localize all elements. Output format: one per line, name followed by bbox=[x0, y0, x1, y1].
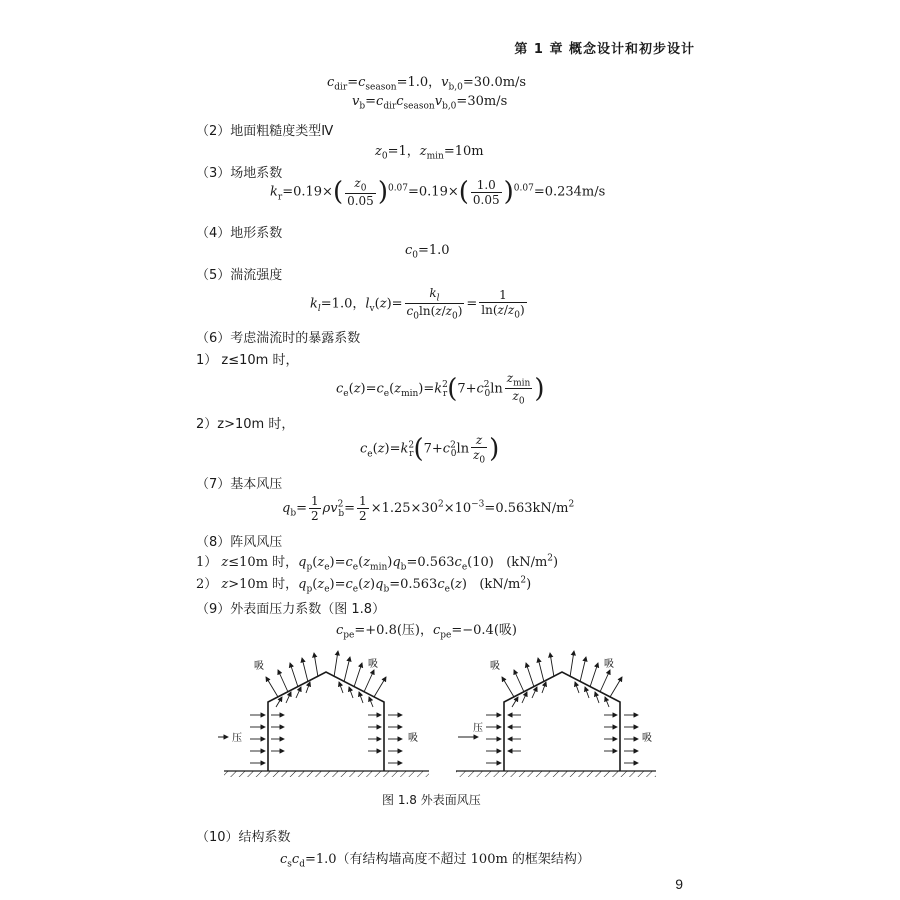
section-label: （8）阵风风压 bbox=[196, 535, 283, 550]
equation-turbulence: $k_l=1.0$，$l_v(z)=$ $\frac{k_l}{c_0\ln(z/z_0)}$ = $\frac{1}{\ln(z/z_0)}$ bbox=[310, 286, 525, 322]
label-suction: 吸 bbox=[254, 661, 264, 672]
equation-cdir: $c_{dir}=c_{season}=1.0$，$v_{b,0}=30.0m/s$ bbox=[327, 75, 527, 93]
label-suction: 吸 bbox=[642, 733, 652, 744]
equation-ce-1: $c_e(z)=c_e(z_{min})=k^2_r(7+c^2_0\ln$ $\frac{z_{min}}{z_0}$ ) bbox=[336, 371, 545, 407]
case-label: 1） z≤10m 时， bbox=[196, 353, 299, 368]
equation-cpe: $c_{pe}=+0.8$(压)，$c_{pe}=-0.4$(吸) bbox=[336, 623, 517, 641]
section-label: （10）结构系数 bbox=[196, 830, 291, 845]
equation-kr: $k_r=0.19\times$( $\frac{z_0}{0.05}$ )$^{0.07}$=0.19×( $\frac{1.0}{0.05}$ )$^{0.07}$=0.234m/s bbox=[270, 176, 606, 209]
building-right bbox=[456, 651, 656, 777]
section-label: （6）考虑湍流时的暴露系数 bbox=[196, 331, 361, 346]
label-suction: 吸 bbox=[490, 661, 500, 672]
section-label: （9）外表面压力系数（图 1.8） bbox=[196, 602, 386, 617]
section-label: （5）湍流强度 bbox=[196, 268, 283, 283]
page-number: 9 bbox=[675, 876, 683, 892]
equation-ce-2: $c_e(z)=k^2_r(7+c^2_0\ln$ $\frac{z}{z_0}$ ) bbox=[360, 433, 500, 466]
running-head: 第 1 章 概念设计和初步设计 bbox=[514, 42, 695, 57]
section-label: （3）场地系数 bbox=[196, 166, 283, 181]
building-left bbox=[218, 651, 429, 777]
equation-z0: $z_0=1$，$z_{min}=10m$ bbox=[375, 144, 484, 162]
figure-wind-pressure bbox=[218, 645, 658, 785]
equation-c0: $c_0=1.0$ bbox=[405, 243, 450, 261]
label-suction: 吸 bbox=[368, 659, 378, 670]
figure-caption: 图 1.8 外表面风压 bbox=[382, 793, 481, 807]
section-label: （2）地面粗糙度类型Ⅳ bbox=[196, 124, 334, 139]
equation-qb: $q_b=$ $\frac{1}{2}$ $\rho v^2_b=$ $\frac{1}{2}$ $\times 1.25\times 30^2\times 10^{-3}=0.563kN/m^2$ bbox=[282, 494, 575, 523]
case-label: 2）z>10m 时， bbox=[196, 417, 295, 432]
section-label: （4）地形系数 bbox=[196, 226, 283, 241]
section-label: （7）基本风压 bbox=[196, 477, 283, 492]
equation-vb: $v_b=c_{dir}c_{season}v_{b,0}=30m/s$ bbox=[352, 94, 508, 112]
gust-case-2: 2） z>10m 时，$q_p(z_e)=c_e(z)q_b=0.563c_e(z)$ $(kN/m^2)$ bbox=[196, 575, 532, 595]
label-suction: 吸 bbox=[408, 733, 418, 744]
label-pressure: 压 bbox=[473, 723, 483, 734]
equation-cscd: $c_sc_d=1.0$（有结构墙高度不超过 100m 的框架结构） bbox=[280, 852, 590, 870]
label-suction: 吸 bbox=[604, 659, 614, 670]
label-pressure: 压 bbox=[232, 733, 242, 744]
gust-case-1: 1） z≤10m 时，$q_p(z_e)=c_e(z_{min})q_b=0.563c_e(10)$ $(kN/m^2)$ bbox=[196, 553, 559, 573]
